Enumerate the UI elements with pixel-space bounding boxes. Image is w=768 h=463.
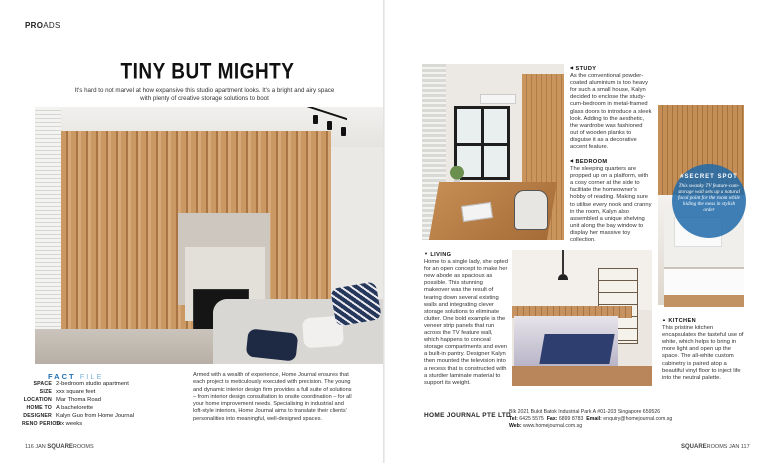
fact-value: Kalyn Guo from Home Journal [56, 413, 134, 419]
fact-file-title-bold: FACT [48, 372, 76, 381]
fax-value: 6899 8783 [558, 416, 584, 423]
company-name: HOME JOURNAL PTE LTD [424, 412, 512, 419]
fact-file-title [48, 372, 104, 381]
caption-text: This pristine kitchen encapsulates the tasteful use of white, which helps to bring in more light and open up the space. The all-white custom cabinetry is paired atop a beautiful vinyl floor to inject life into the neutral palette. [662, 325, 744, 381]
fact-row [22, 381, 182, 388]
folio-right [681, 444, 750, 450]
living-room-photo [35, 107, 383, 364]
secret-spot-badge [672, 164, 746, 238]
folio-month: JAN [728, 444, 740, 450]
study-photo [422, 64, 564, 240]
fact-key: SPACE [33, 381, 52, 387]
folio-page: 117 [740, 444, 750, 450]
folio-month: JAN [35, 444, 46, 450]
caption-text: Home to a single lady, she opted for an open concept to make her new abode as spacious as possible. This stunning makeover was the result of tearing down several existing walls and integrating clever storage solutions to eliminate clutter. One bold example is the veneer strip panels that run across the TV feature wall, which happens to conceal storage compartments and even a built-in pantry. Designer Kalyn then mounted the television into a recess that is constructed with a sturdier laminate material to support its weight. [424, 259, 508, 386]
counter [664, 267, 744, 297]
pendant-lamp [562, 250, 564, 274]
caption-head: ▼ LIVING [424, 250, 508, 259]
blanket [539, 334, 614, 364]
spotlight [341, 127, 346, 136]
folio-brand-light: ROOMS [72, 444, 94, 450]
tel-label: Tel: [509, 416, 518, 423]
caption-study [570, 64, 652, 151]
caption-text: As the conventional powder-coated aluminium is too heavy for such a small house, Kalyn decided to enclose the study-cum-bedroom in metal-framed glass doors to introduce a sleek look. Adding to the aesthetic, the wardrobe was fashioned out of wooden planks to disguise it as a decorative accent feature. [570, 73, 652, 151]
fact-file-title-light: FILE [79, 372, 104, 381]
badge-title: #SECRET SPOT [680, 174, 738, 180]
fact-key: LOCATION [23, 397, 52, 403]
body-text-left: Armed with a wealth of experience, Home Journal ensures that each project is meticulously executed with precision. The young and dynamic interior design firm provides a full suite of solutions – from interior design consultation to onsite coordination – for all your home improvement needs. Specialising in industrial and loft-style interiors, Home Journal aims to translate their clients' personalities into meaningful, well-designed spaces. [193, 372, 352, 422]
caption-text: The sleeping quarters are propped up on a platform, with a cosy corner at the side to facilitate the homeowner's hobby of reading. Making sure to utilise every nook and cranny in the room, Kalyn also assembled a unique shelving unit along the bay window to display her massive toy collection. [570, 166, 652, 244]
caption-head: ◀ STUDY [570, 64, 652, 73]
chair [514, 190, 548, 230]
caption-head: ▲ KITCHEN [662, 316, 748, 325]
fact-row [22, 405, 182, 412]
web-label: Web: [509, 423, 522, 430]
fact-value: Six weeks [56, 421, 83, 427]
fact-value: Mar Thoma Road [56, 397, 101, 403]
vinyl-floor [664, 295, 744, 307]
fact-row [22, 421, 182, 428]
fact-key: RENO PERIOD [22, 421, 61, 427]
email-link[interactable]: enquiry@homejournal.com.sg [603, 416, 673, 423]
fax-label: Fax: [546, 416, 558, 423]
fact-key: HOME TO [26, 405, 52, 411]
section-tag [25, 21, 61, 30]
cushion [330, 281, 382, 326]
window-blinds [35, 107, 61, 364]
deck: It's hard to not marvel at how expansive this studio apartment looks. It's a bright and airy space with plenty of creative storage solutions to boot [74, 87, 335, 103]
caption-head: ◀ BEDROOM [570, 157, 652, 166]
air-conditioner [480, 94, 516, 104]
fact-value: xxx square feet [56, 389, 96, 395]
caption-kitchen [662, 316, 748, 382]
folio-page: 116 [25, 444, 34, 450]
spotlight [327, 121, 332, 130]
section-tag-bold: PRO [25, 21, 44, 30]
company-contacts [509, 416, 754, 423]
folio-brand-bold: SQUARE [681, 444, 707, 450]
folio-brand-light: ROOMS [706, 444, 728, 450]
fact-row [22, 389, 182, 396]
fact-key: DESIGNER [23, 413, 52, 419]
bedroom-platform-photo [512, 250, 652, 386]
page-gutter [383, 0, 385, 463]
folio-left [25, 444, 94, 450]
company-info [509, 409, 754, 431]
floor [512, 366, 652, 386]
fact-value: A bachelorette [56, 405, 94, 411]
email-label: Email: [586, 416, 602, 423]
fact-row [22, 413, 182, 420]
folio-brand-bold: SQUARE [47, 444, 73, 450]
fact-key: SIZE [39, 389, 52, 395]
tel-value: 6425 5575 [519, 416, 544, 423]
spotlight [313, 115, 318, 124]
company-web [509, 423, 754, 430]
caption-bedroom [570, 157, 652, 244]
web-link[interactable]: www.homejournal.com.sg [523, 423, 583, 430]
company-address: Blk 2021 Bukit Batok Industrial Park A #01-203 Singapore 659526 [509, 409, 661, 415]
section-tag-light: ADS [43, 21, 61, 30]
headline: TINY BUT MIGHTY [120, 60, 295, 85]
caption-living [424, 250, 508, 387]
badge-text: This swanky TV feature-cum-storage wall sets up a natural focal point for the room while hiding the mess in stylish order [678, 183, 740, 213]
fact-row [22, 397, 182, 404]
cushion [246, 328, 299, 361]
fact-value: 2-bedroom studio apartment [56, 381, 129, 387]
